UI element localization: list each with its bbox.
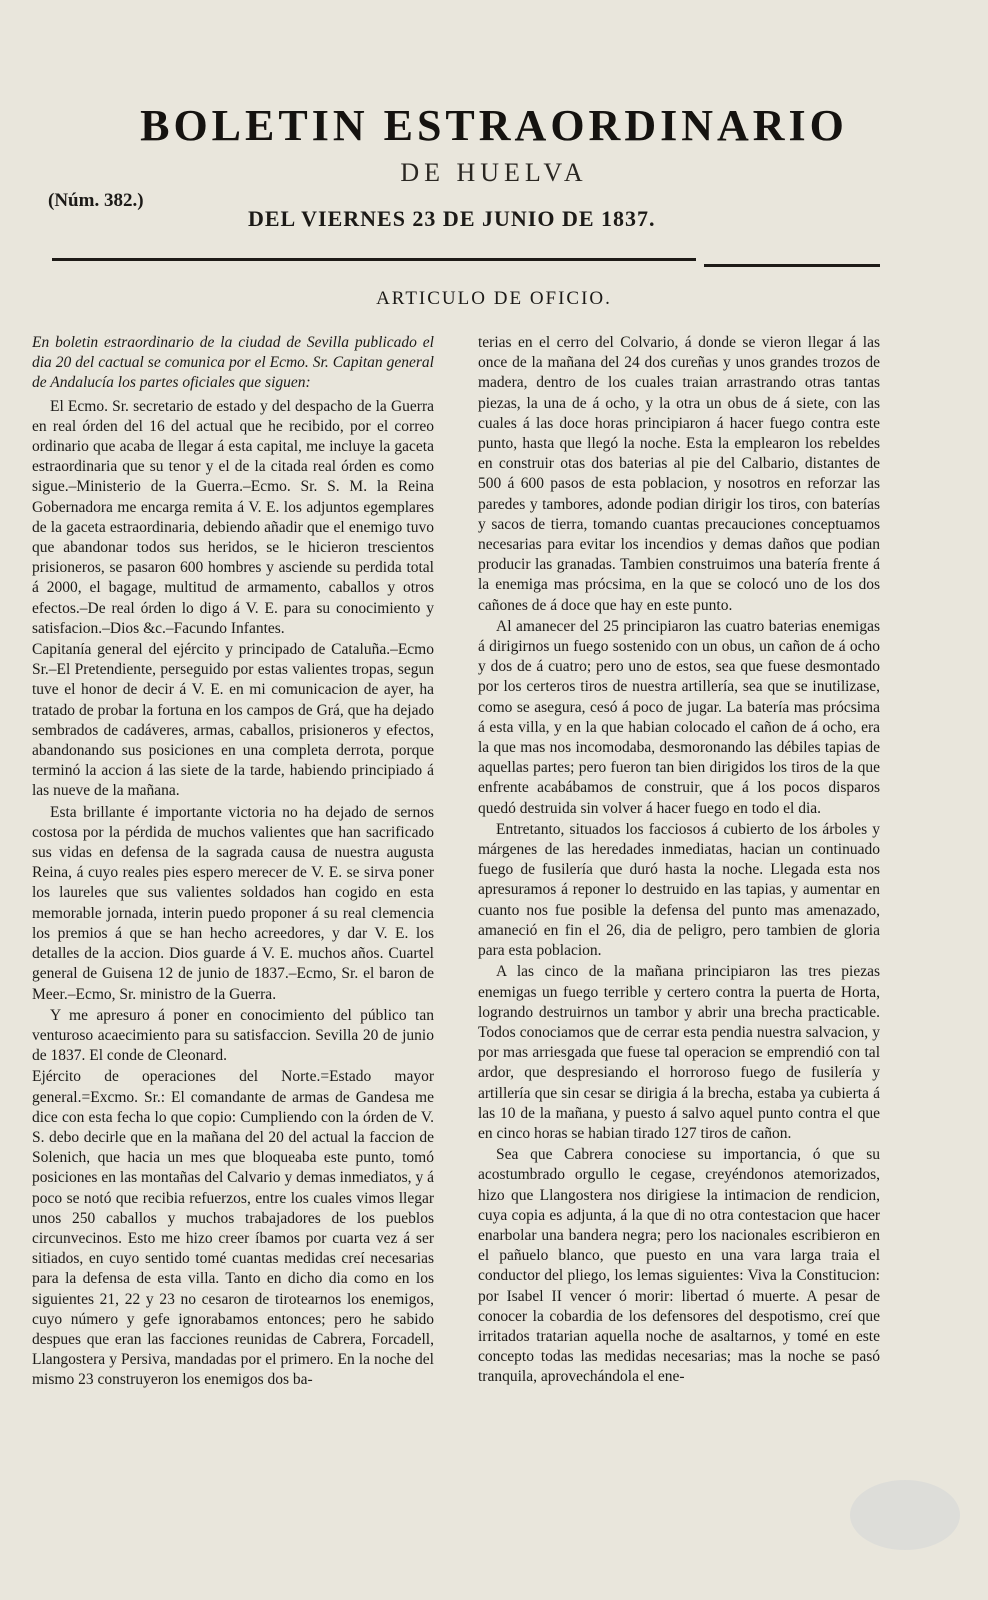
right-column <box>478 333 880 1595</box>
article-paragraph: Esta brillante é importante victoria no ha dejado de sernos costosa por la pérdida de muchos valientes que han sacrificado sus vidas en defensa de la sagrada causa de nuestra augusta Reina, á cuyo reales pies espero merecer de V. E. se sirva poner los laureles que sus valientes soldados han cogido en esta memorable jornada, interin puedo proponer á su real clemencia los premios á que se han hecho acreedores, y dar V. E. los detalles de la accion. Dios guarde á V. E. muchos años. Cuartel general de Guisena 12 de junio de 1837.–Ecmo, Sr. el baron de Meer.–Ecmo, Sr. ministro de la Guerra. <box>32 803 434 1003</box>
paper-stain <box>850 1480 960 1550</box>
left-column <box>32 333 434 1595</box>
article-paragraph: Capitanía general del ejército y principado de Cataluña.–Ecmo Sr.–El Pretendiente, perseguido por estas valientes tropas, segun tuve el honor de decir á V. E. en mi comunicacion de ayer, ha tratado de probar la fortuna en los campos de Grá, que ha dejado sembrados de cadáveres, armas, caballos, prisioneros y efectos, abandonando sus posiciones en una completa derrota, porque terminó la accion á las siete de la tarde, habiendo principiado á las nueve de la mañana. <box>32 641 434 800</box>
article-paragraph: Ejército de operaciones del Norte.=Estado mayor general.=Excmo. Sr.: El comandante de armas de Gandesa me dice con esta fecha lo que copio: Cumpliendo con la órden de V. S. debo decirle que en la mañana del 20 del actual la faccion de Solenich, que hacia un mes que bloqueaba este punto, tomó posiciones en las montañas del Calvario y demas inmediatos, y á poco se notó que recibia refuerzos, entre los cuales vimos llegar unos 250 caballos y muchos trabajadores de los pueblos circunvecinos. Esto me hizo creer íbamos por cuarta vez á ser sitiados, en cuyo sentido tomé cuantas medidas creí necesarias para la defensa de esta villa. Tanto en dicho dia como en los siguientes 21, 22 y 23 no cesaron de tirotearnos los enemigos, cuyo número y gefe ignorabamos entonces; pero he sabido despues que eran las facciones reunidas de Cabrera, Forcadell, Llangostera y Persiva, mandadas por el primero. En la noche del mismo 23 construyeron los enemigos dos ba- <box>32 1068 434 1389</box>
masthead-title: BOLETIN ESTRAORDINARIO <box>140 101 848 150</box>
header-rule <box>52 258 696 261</box>
section-heading: ARTICULO DE OFICIO. <box>376 288 612 309</box>
article-paragraph: Al amanecer del 25 principiaron las cuatro baterias enemigas á dirigirnos un fuego sostenido con un obus, un cañon de á ocho y dos de á cuatro; pero uno de estos, sea que fuese desmontado por los certeros tiros de nuestra artillería, sea que se inutilizase, como se asegura, cesó á poco de jugar. La batería mas prócsima á esta villa, y en la que habian colocado el cañon de á ocho, era la que mas nos incomodaba, desmoronando las débiles tapias de aquellas partes; pero fueron tan bien dirigidos los tiros de la que enfrente acabábamos de construir, que á los pocos disparos quedó destruida sin volver á hacer fuego en todo el dia. <box>478 617 880 817</box>
article-paragraph: terias en el cerro del Colvario, á donde se vieron llegar á las once de la mañana del 24 dos cureñas y unos grandes trozos de madera, dentro de los cuales traian arrastrando otras tantas piezas, la una de á ocho, y la otra un obus de á siete, con las cuales á las doce horas principiaron á hacer fuego contra este punto, hasta que llegó la noche. Esta la emplearon los rebeldes en construir otas dos baterias al pie del Calbario, distantes de 500 á 600 pasos de esta poblacion, y nosotros en reforzar las paredes y tambores, adonde podian dirigir los tiros, con baterías y sacos de tierra, tomando cuantas precauciones conceptuamos necesarias para evitar los incendios y demas daños que podian producir las granadas. Tambien construimos una batería frente á la enemiga mas prócsima, en la que se colocó uno de los dos cañones de á doce que hay en este punto. <box>478 334 880 614</box>
issue-number: (Núm. 382.) <box>48 190 144 211</box>
header-rule-right <box>704 264 880 267</box>
article-paragraph: Y me apresuro á poner en conocimiento del público tan venturoso acaecimiento para su satisfaccion. Sevilla 20 de junio de 1837. El conde de Cleonard. <box>32 1006 434 1065</box>
article-paragraph: El Ecmo. Sr. secretario de estado y del despacho de la Guerra en real órden del 16 del actual que he recibido, por el correo ordinario que acaba de llegar á esta capital, me incluye la gaceta estraordinaria que su tenor y el de la citada real órden es como sigue.–Ministerio de la Guerra.–Ecmo. Sr. S. M. la Reina Gobernadora me encarga remita á V. E. los adjuntos egemplares de la gaceta estraordinaria, debiendo añadir que el enemigo tuvo que abandonar todos sus heridos, se le hicieron trescientos prisioneros, se pasaron 600 hombres y asciende su perdida total á 2000, el bagage, multitud de armamento, caballos y otros efectos.–De real órden lo digo á V. E. para su conocimiento y satisfacion.–Dios &c.–Facundo Infantes. <box>32 397 434 637</box>
intro-paragraph: En boletin estraordinario de la ciudad de Sevilla publicado el dia 20 del cactual se comunica por el Ecmo. Sr. Capitan general de Andalucía los partes oficiales que siguen: <box>32 334 434 392</box>
article-paragraph: Entretanto, situados los facciosos á cubierto de los árboles y márgenes de las heredades inmediatas, hacian un continuado fuego de fusilería que duró hasta la noche. Llegada esta nos apresuramos á reponer lo destruido en las tapias, y aumentar en cuanto nos fue posible la defensa del punto mas amenazado, amaneció en fin el 26, dia de peligro, pero tambien de gloria para esta poblacion. <box>478 820 880 960</box>
masthead-subtitle: DE HUELVA <box>400 158 588 187</box>
article-paragraph: A las cinco de la mañana principiaron las tres piezas enemigas un fuego terrible y certero contra la puerta de Horta, logrando destruirnos un tambor y abrir una brecha practicable. Todos conociamos que de cerrar esta pendia nuestra salvacion, y por mas arriesgada que fuese tal operacion se emprendió con tal ardor, que despresiando el horroroso fuego de fusilería y artillería que sin cesar se dirigia á la brecha, estaba ya cubierta á las 10 de la mañana, y puesto á salvo aquel punto contra el que en cinco horas se habian tirado 127 tiros de cañon. <box>478 963 880 1142</box>
article-paragraph: Sea que Cabrera conociese su importancia, ó que su acostumbrado orgullo le cegase, creyéndonos atemorizados, hizo que Llangostera nos dirigiese la intimacion de rendicion, cuya copia es adjunta, á la que di no otra contestacion que hacer enarbolar una bandera negra; pero los nacionales escribieron en el pañuelo blanco, que puesto en una vara larga traia el conductor del pliego, los lemas siguientes: Viva la Constitucion: por Isabel II vencer ó morir: libertad ó muerte. A pesar de conocer la cobardia de los defensores del despotismo, creí que irritados tratarian aquella noche de asaltarnos, y tomé en este concepto todas las medidas necesarias; mas la noche se pasó tranquila, aprovechándola el ene- <box>478 1146 880 1386</box>
issue-date: DEL VIERNES 23 DE JUNIO DE 1837. <box>248 206 656 231</box>
